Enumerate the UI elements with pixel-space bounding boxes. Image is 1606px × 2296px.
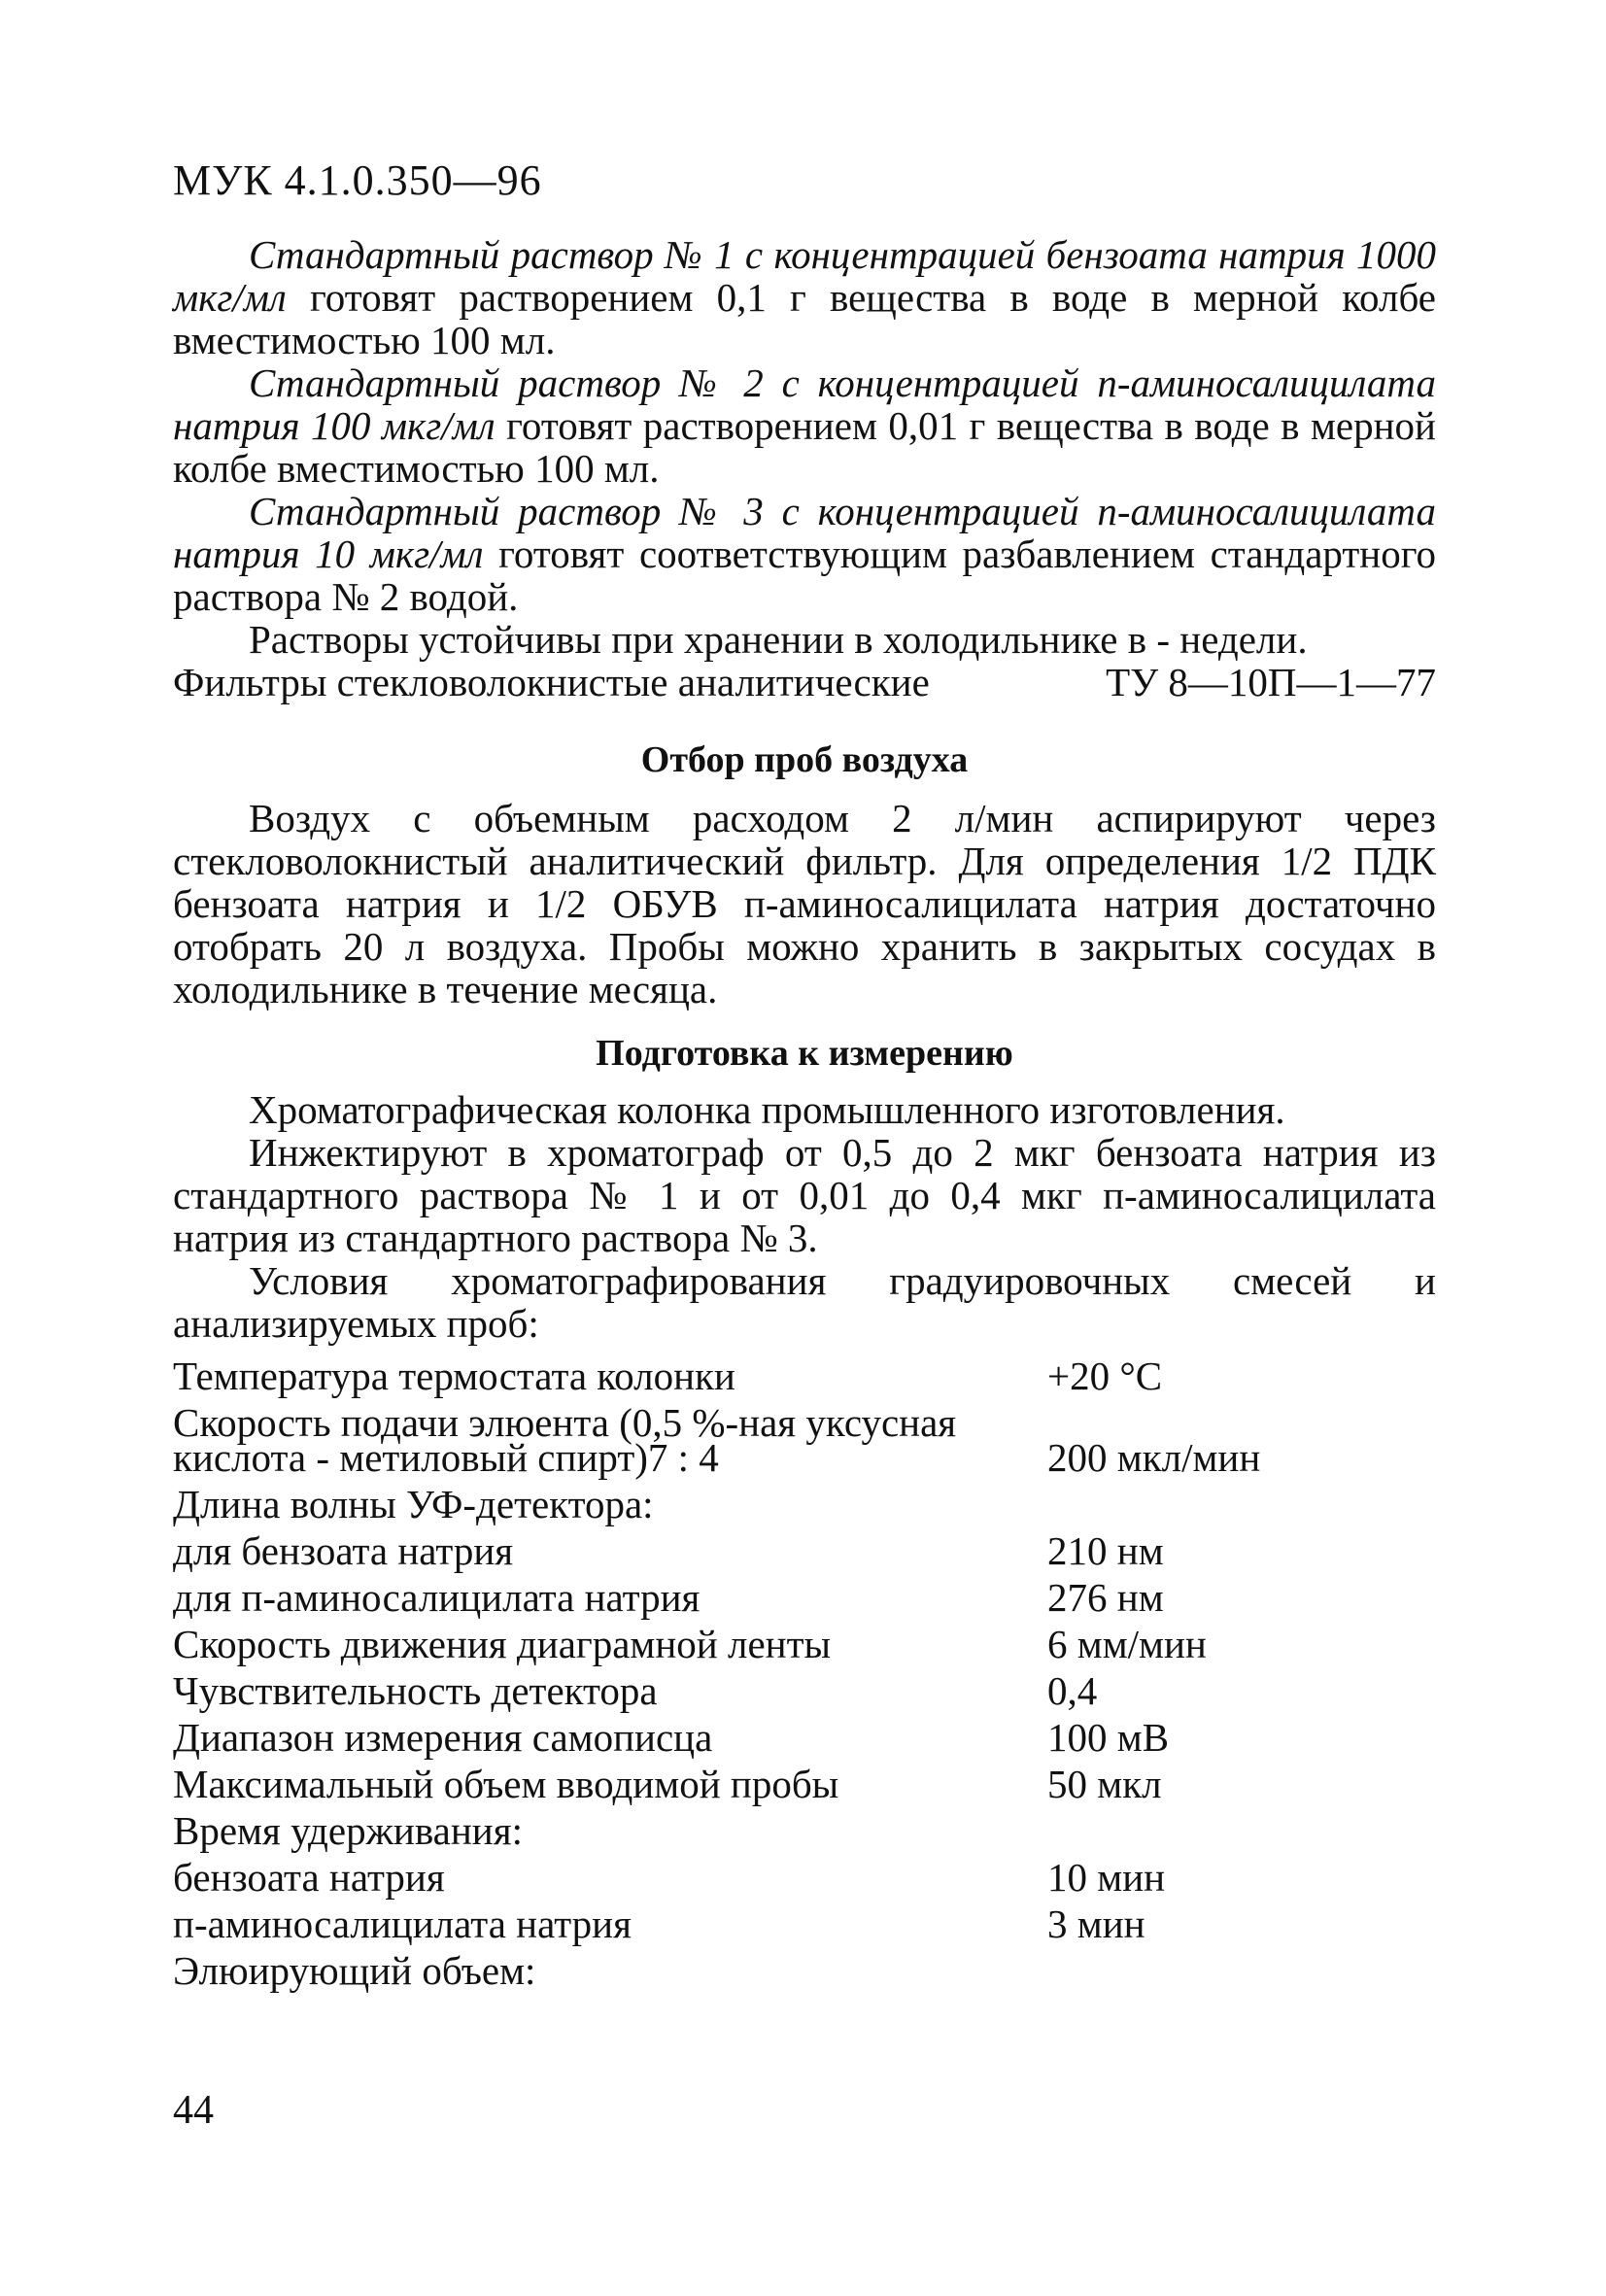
condition-label: Элюирующий объем:	[173, 1948, 536, 1993]
condition-value: +20 °С	[1047, 1354, 1163, 1398]
condition-value: 0,4	[1047, 1668, 1098, 1713]
conditions-row	[173, 1482, 1436, 1526]
conditions-row	[173, 1354, 1436, 1398]
standard-solution-3-text: готовят соответствующим разбавлением стандартного раствора № 2 водой.	[173, 531, 1437, 619]
standard-solution-3	[173, 490, 1436, 618]
filters-spec: ТУ 8—10П—1—77	[1106, 660, 1436, 704]
sampling-text: Воздух с объемным расходом 2 л/мин аспирируют через стекловолокнистый аналитический фильтр. Для определения 1/2 ПДК бензоата натрия и 1/2 ОБУВ п-аминосалицилата натрия достаточно отобрать 20 л воздуха. Пробы можно хранить в закрытых сосудах в холодильнике в течение месяца.	[173, 796, 1436, 1011]
condition-label: Чувствительность детектора	[173, 1668, 658, 1713]
conditions-row	[173, 1668, 1436, 1713]
condition-label: Скорость движения диаграмной ленты	[173, 1622, 832, 1666]
preparation-paragraph: Инжектируют в хроматограф от 0,5 до 2 мкг бензоата натрия из стандартного раствора № 1 и от 0,01 до 0,4 мкг п-аминосалицилата натрия из стандартного раствора № 3.	[173, 1130, 1436, 1260]
conditions-row	[173, 1855, 1436, 1900]
standard-solution-2	[173, 361, 1436, 490]
standard-solution-2-text: готовят растворением 0,01 г вещества в воде в мерной колбе вместимостью 100 мл.	[173, 403, 1436, 491]
condition-value: 10 мин	[1047, 1855, 1166, 1900]
condition-value: 6 мм/мин	[1047, 1622, 1207, 1666]
preparation-section	[173, 1088, 1436, 1345]
filters-line	[173, 661, 1436, 703]
conditions-row	[173, 1622, 1436, 1666]
conditions-row	[173, 1902, 1436, 1946]
filters-label: Фильтры стекловолокнистые аналитические	[173, 660, 930, 704]
page-number: 44	[173, 2088, 214, 2133]
condition-label: Максимальный объем вводимой пробы	[173, 1762, 839, 1806]
condition-label: п-аминосалицилата натрия	[173, 1902, 632, 1946]
condition-value: 100 мВ	[1047, 1715, 1170, 1760]
condition-label: бензоата натрия	[173, 1855, 445, 1900]
conditions-row	[173, 1808, 1436, 1853]
sampling-section	[173, 797, 1436, 1011]
conditions-row	[173, 1715, 1436, 1760]
preparation-heading-wrap	[173, 1032, 1436, 1075]
preparation-paragraph: Условия хроматографирования градуировочных смесей и анализируемых проб:	[173, 1258, 1436, 1346]
conditions-table	[173, 1354, 1436, 2000]
condition-value: 50 мкл	[1047, 1762, 1162, 1806]
condition-label: Длина волны УФ-детектора:	[173, 1482, 654, 1526]
condition-label: Диапазон измерения самописца	[173, 1715, 713, 1760]
condition-label: для бензоата натрия	[173, 1528, 514, 1573]
standards-section	[173, 233, 1436, 703]
sampling-heading-wrap	[173, 738, 1436, 781]
condition-value: 3 мин	[1047, 1902, 1145, 1946]
condition-label: Скорость подачи элюента (0,5 %-ная уксусная кислота - метиловый спирт)7 : 4	[173, 1400, 957, 1480]
preparation-heading: Подготовка к измерению	[596, 1033, 1013, 1074]
conditions-row	[173, 1948, 1436, 1993]
standard-solution-3-title: Стандартный раствор № 3 с концентрацией п-аминосалицилата натрия 10 мкг/мл	[173, 489, 1436, 576]
condition-value: 200 мкл/мин	[1047, 1435, 1261, 1480]
condition-value: 210 нм	[1047, 1528, 1164, 1573]
document-code-header: МУК 4.1.0.350—96	[173, 156, 542, 204]
stability-note: Растворы устойчивы при хранении в холодильнике в - недели.	[249, 617, 1308, 662]
conditions-row	[173, 1528, 1436, 1573]
conditions-row	[173, 1400, 1436, 1480]
condition-label: для п-аминосалицилата натрия	[173, 1575, 700, 1620]
condition-label: Время удерживания:	[173, 1808, 523, 1853]
conditions-row	[173, 1762, 1436, 1806]
condition-value: 276 нм	[1047, 1575, 1164, 1620]
standard-solution-1-text: готовят растворением 0,1 г вещества в воде в мерной колбе вместимостью 100 мл.	[173, 275, 1436, 362]
standard-solution-1-title: Стандартный раствор № 1 с концентрацией бензоата натрия 1000 мкг/мл	[173, 232, 1436, 320]
sampling-heading: Отбор проб воздуха	[640, 739, 969, 780]
standard-solution-2-title: Стандартный раствор № 2 с концентрацией п-аминосалицилата натрия 100 мкг/мл	[173, 360, 1436, 448]
preparation-paragraph: Хроматографическая колонка промышленного изготовления.	[249, 1087, 1285, 1132]
conditions-row	[173, 1575, 1436, 1620]
standard-solution-1	[173, 233, 1436, 361]
condition-label: Температура термостата колонки	[173, 1354, 735, 1398]
